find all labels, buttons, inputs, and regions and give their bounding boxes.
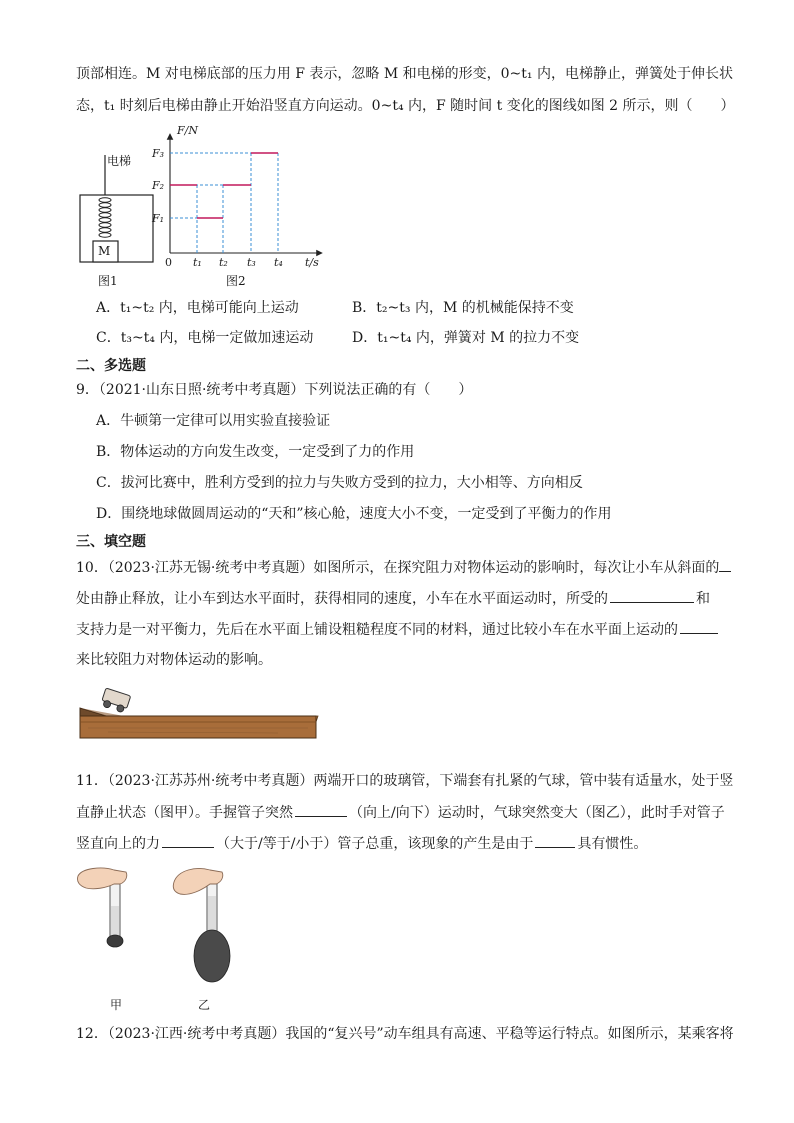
q10-line-2: [76, 588, 710, 609]
q8-option-d: D．t₁~t₄ 内，弹簧对 M 的拉力不变: [352, 330, 580, 346]
q11-text-3c: 具有惯性。: [577, 836, 648, 852]
q9-option-d: D．围绕地球做圆周运动的“天和”核心舱，速度大小不变，一定受到了平衡力的作用: [96, 506, 612, 522]
q9-option-c: C．拔河比赛中，胜利方受到的拉力与失败方受到的拉力，大小相等、方向相反: [96, 475, 583, 491]
q11-line-1: 11．（2023·江苏苏州·统考中考真题）两端开口的玻璃管，下端套有扎紧的气球，管中装有适量水，处于竖: [76, 773, 734, 789]
figure-2-caption: 图2: [226, 274, 246, 288]
q10-text-2b: 和: [696, 591, 710, 607]
q11-blank-2[interactable]: [162, 833, 214, 848]
section-heading-multiple-choice: 二、多选题: [76, 358, 146, 374]
q9-option-a: A．牛顿第一定律可以用实验直接验证: [96, 413, 331, 429]
y-tick-label-1: F₂: [152, 179, 165, 192]
q10-blank-2[interactable]: [610, 588, 694, 603]
figure-1-caption: 图1: [98, 274, 118, 288]
q10-line-3: [76, 619, 718, 640]
q12-line-1: 12．（2023·江西·统考中考真题）我国的“复兴号”动车组具有高速、平稳等运行特点。如图所示，某乘客将: [76, 1026, 734, 1042]
q11-text-3a: 竖直向上的力: [76, 836, 160, 852]
q10-blank-3[interactable]: [680, 619, 718, 634]
q8-stem-line-1: 顶部相连。M 对电梯底部的压力用 F 表示，忽略 M 和电梯的形变，0~t₁ 内，电梯静止，弹簧处于伸长状: [76, 66, 733, 82]
q9-stem: 9．（2021·山东日照·统考中考真题）下列说法正确的有（ ）: [76, 382, 473, 398]
spring: [99, 198, 111, 237]
q8-option-c: C．t₃~t₄ 内，电梯一定做加速运动: [96, 330, 314, 346]
figure-2-force-time-chart: [150, 120, 330, 270]
q11-line-3: [76, 833, 647, 854]
tube-b: [173, 869, 230, 983]
q8-stem-line-2: 态，t₁ 时刻后电梯由静止开始沿竖直方向运动。0~t₄ 内，F 随时间 t 变化的图线如图 2 所示，则（ ）: [76, 98, 735, 114]
y-tick-label-0: F₁: [152, 212, 165, 225]
q10-line-1: [76, 557, 731, 578]
tube-a: [77, 868, 126, 947]
caption-yi: 乙: [198, 998, 211, 1012]
x-tick-label-2: t₃: [247, 256, 256, 269]
tube-balloon-figure: [74, 866, 244, 994]
origin-label: 0: [165, 256, 172, 269]
q8-option-b: B．t₂~t₃ 内，M 的机械能保持不变: [352, 300, 574, 316]
x-tick-label-0: t₁: [193, 256, 202, 269]
q11-text-2a: 直静止状态（图甲）。手握管子突然: [76, 805, 293, 821]
q8-option-a: A．t₁~t₂ 内，电梯可能向上运动: [96, 300, 299, 316]
y-axis-label: F/N: [177, 124, 198, 137]
label-mass-m: M: [98, 244, 111, 258]
x-tick-label-1: t₂: [219, 256, 228, 269]
q10-text-3a: 支持力是一对平衡力，先后在水平面上铺设粗糙程度不同的材料，通过比较小车在水平面上运动的: [76, 622, 678, 638]
large-balloon: [194, 930, 230, 982]
q11-blank-1[interactable]: [295, 802, 347, 817]
q9-option-b: B．物体运动的方向发生改变，一定受到了力的作用: [96, 444, 415, 460]
cart: [100, 688, 130, 714]
q11-blank-3[interactable]: [535, 833, 575, 848]
y-tick-label-2: F₃: [152, 147, 165, 160]
q10-line-4: 来比较阻力对物体运动的影响。: [76, 652, 272, 668]
q10-blank-1[interactable]: [719, 557, 731, 572]
q11-text-2b: （向上/向下）运动时，气球突然变大（图乙），此时手对管子: [349, 805, 725, 821]
caption-jia: 甲: [110, 998, 123, 1012]
section-heading-fill-in: 三、填空题: [76, 534, 146, 550]
small-balloon: [107, 935, 123, 947]
wooden-board: [80, 716, 316, 738]
x-axis-label: t/s: [305, 256, 319, 269]
ramp-cart-figure: [78, 682, 320, 744]
q11-line-2: [76, 802, 725, 823]
q11-text-3b: （大于/等于/小于）管子总重，该现象的产生是由于: [216, 836, 534, 852]
q10-text-2a: 处由静止释放，让小车到达水平面时，获得相同的速度，小车在水平面运动时，所受的: [76, 591, 608, 607]
q10-text-1: 10．（2023·江苏无锡·统考中考真题）如图所示，在探究阻力对物体运动的影响时，每次让小车从斜面的: [76, 560, 720, 576]
label-elevator: 电梯: [107, 154, 132, 168]
x-tick-label-3: t₄: [274, 256, 283, 269]
